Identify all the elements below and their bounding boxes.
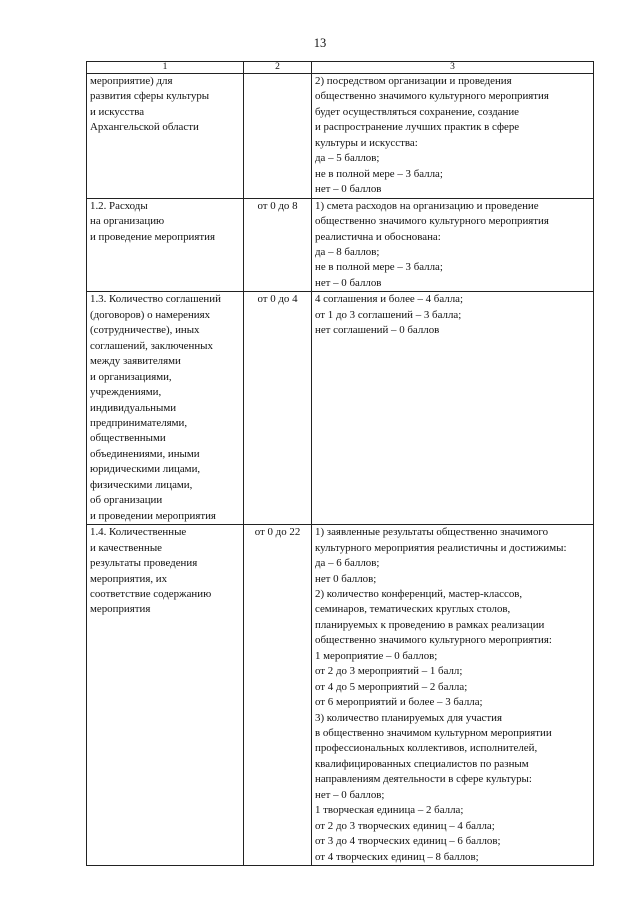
description-line: от 6 мероприятий и более – 3 балла;	[315, 696, 483, 709]
table-header-row	[87, 62, 594, 74]
criterion-line: и искусства	[90, 105, 145, 118]
description-line: да – 8 баллов;	[315, 245, 380, 258]
criterion-line: (договоров) о намерениях	[90, 308, 211, 321]
scoring-description-cell	[312, 292, 594, 525]
description-line: общественно значимого культурного мероприятия:	[315, 634, 552, 647]
description-line: 3) количество планируемых для участия	[315, 711, 502, 724]
description-line: будет осуществляться сохранение, создание	[315, 105, 519, 118]
criterion-line: и качественные	[90, 541, 162, 554]
table-row	[87, 292, 594, 525]
criterion-line: Архангельской области	[90, 121, 199, 134]
criterion-line: соглашений, заключенных	[90, 339, 213, 352]
description-line: планируемых к проведению в рамках реализации	[315, 618, 545, 631]
criterion-cell	[87, 525, 244, 866]
criterion-cell	[87, 292, 244, 525]
criterion-line: развития сферы культуры	[90, 90, 210, 103]
criterion-line: 1.2. Расходы	[90, 199, 148, 212]
criterion-line: 1.3. Количество соглашений	[90, 293, 221, 306]
description-line: от 4 до 5 мероприятий – 2 балла;	[315, 680, 468, 693]
criterion-line: физическими лицами,	[90, 478, 193, 491]
description-line: 1 мероприятие – 0 баллов;	[315, 649, 438, 662]
scoring-description-cell	[312, 198, 594, 292]
description-line: нет – 0 баллов	[315, 276, 382, 289]
description-line: общественно значимого культурного мероприятия	[315, 215, 549, 228]
description-line: от 1 до 3 соглашений – 3 балла;	[315, 308, 462, 321]
criterion-line: объединениями, иными	[90, 447, 200, 460]
page-number: 13	[313, 36, 327, 50]
criterion-line: мероприятия, их	[90, 572, 168, 585]
description-line: нет – 0 баллов	[315, 183, 382, 196]
criterion-line: мероприятия	[90, 603, 151, 616]
criterion-line: результаты проведения	[90, 557, 198, 570]
description-line: 1 творческая единица – 2 балла;	[315, 804, 464, 817]
description-line: от 4 творческих единиц – 8 баллов;	[315, 850, 479, 863]
description-line: 1) заявленные результаты общественно значимого	[315, 526, 549, 539]
criterion-line: учреждениями,	[90, 386, 162, 399]
criterion-line: мероприятие) для	[90, 75, 173, 87]
description-line: профессиональных коллективов, исполнителей,	[315, 742, 538, 755]
criterion-line: и организациями,	[90, 370, 172, 383]
scoring-description-cell	[312, 525, 594, 866]
description-line: культуры и искусства:	[315, 136, 418, 149]
description-line: семинаров, тематических круглых столов,	[315, 603, 511, 616]
description-line: да – 5 баллов;	[315, 152, 380, 165]
description-line: не в полной мере – 3 балла;	[315, 167, 443, 180]
description-line: 1) смета расходов на организацию и проведение	[315, 199, 539, 212]
description-line: нет соглашений – 0 баллов	[315, 324, 440, 337]
description-line: от 3 до 4 творческих единиц – 6 баллов;	[315, 835, 501, 848]
criterion-line: (сотрудничестве), иных	[90, 324, 200, 337]
criterion-cell	[87, 198, 244, 292]
score-range-cell	[244, 74, 312, 199]
criterion-line: индивидуальными	[90, 401, 177, 414]
score-range-cell: от 0 до 22	[244, 525, 312, 866]
column-header: 1	[87, 62, 244, 74]
description-line: да – 6 баллов;	[315, 557, 380, 570]
criteria-table	[86, 61, 594, 866]
table-row	[87, 198, 594, 292]
column-header: 3	[312, 62, 594, 74]
description-line: от 2 до 3 творческих единиц – 4 балла;	[315, 819, 495, 832]
description-line: от 2 до 3 мероприятий – 1 балл;	[315, 665, 463, 678]
criterion-line: на организацию	[90, 215, 165, 228]
criterion-line: соответствие содержанию	[90, 587, 212, 600]
description-line: не в полной мере – 3 балла;	[315, 261, 443, 274]
score-range-cell: от 0 до 8	[244, 198, 312, 292]
description-line: в общественно значимом культурном мероприятии	[315, 727, 552, 740]
description-line: направлениям деятельности в сфере культуры:	[315, 773, 532, 786]
score-range-cell: от 0 до 4	[244, 292, 312, 525]
criterion-line: предпринимателями,	[90, 416, 188, 429]
criterion-line: и проведение мероприятия	[90, 230, 215, 243]
description-line: 2) посредством организации и проведения	[315, 75, 512, 87]
description-line: общественно значимого культурного мероприятия	[315, 90, 549, 103]
description-line: квалифицированных специалистов по разным	[315, 757, 529, 770]
criterion-line: юридическими лицами,	[90, 463, 201, 476]
criterion-line: и проведении мероприятия	[90, 509, 216, 522]
table-row	[87, 525, 594, 866]
description-line: культурного мероприятия реалистичны и достижимы:	[315, 541, 567, 554]
criterion-line: общественными	[90, 432, 166, 445]
description-line: нет 0 баллов;	[315, 572, 377, 585]
description-line: 4 соглашения и более – 4 балла;	[315, 293, 463, 306]
description-line: и распространение лучших практик в сфере	[315, 121, 520, 134]
criterion-line: об организации	[90, 494, 163, 507]
scoring-description-cell	[312, 74, 594, 199]
criterion-line: 1.4. Количественные	[90, 526, 187, 539]
description-line: 2) количество конференций, мастер-классов,	[315, 587, 523, 600]
column-header: 2	[244, 62, 312, 74]
criterion-cell	[87, 74, 244, 199]
criterion-line: между заявителями	[90, 355, 181, 368]
table-row	[87, 74, 594, 199]
description-line: нет – 0 баллов;	[315, 788, 385, 801]
description-line: реалистична и обоснована:	[315, 230, 441, 243]
